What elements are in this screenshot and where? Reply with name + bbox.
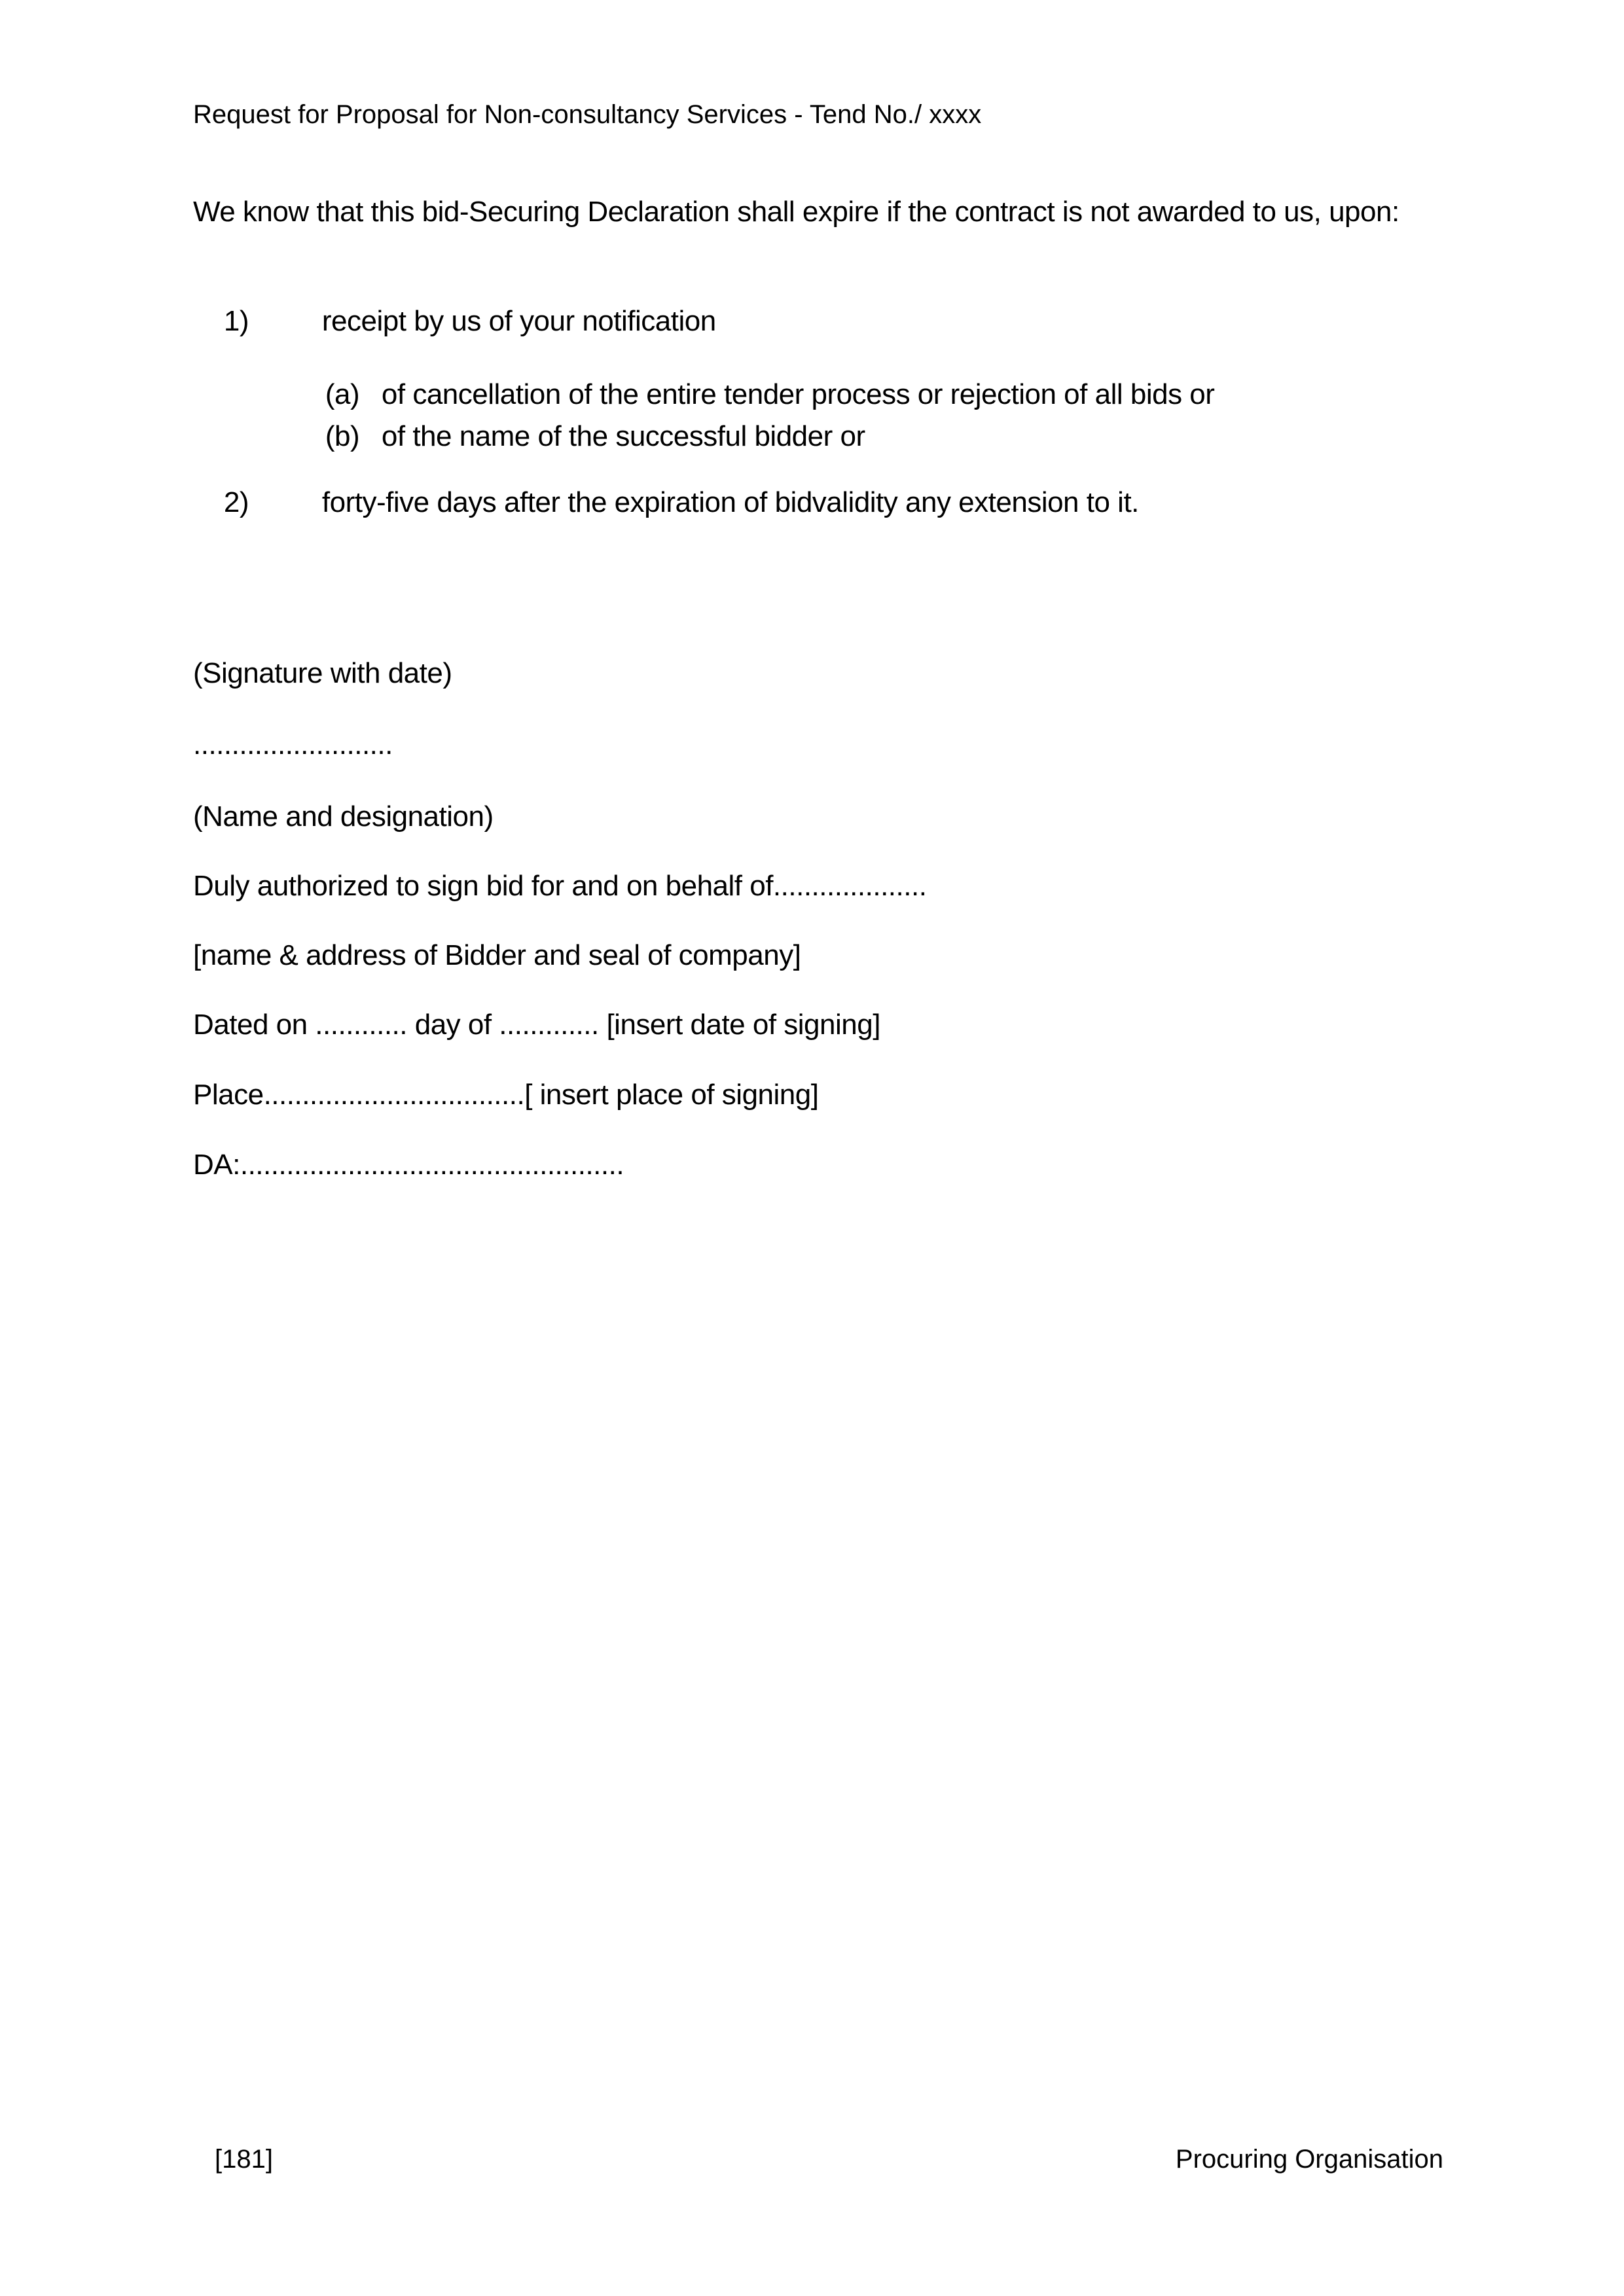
list-text-2: forty-five days after the expiration of bidvalidity any extension to it. [321, 486, 1139, 518]
signature-dotted-line: .......................... [193, 728, 393, 761]
intro-paragraph: We know that this bid-Securing Declaration shall expire if the contract is not awarded to us, upon: [193, 196, 1399, 228]
list-marker-2: 2) [223, 486, 249, 518]
footer-organisation: Procuring Organisation [1175, 2145, 1443, 2174]
list-text-1: receipt by us of your notification [321, 304, 716, 337]
sub-marker-b: (b) [325, 420, 360, 452]
bidder-seal-line: [name & address of Bidder and seal of company] [193, 939, 801, 971]
sub-marker-a: (a) [325, 378, 360, 410]
authorization-line: Duly authorized to sign bid for and on behalf of.................... [193, 870, 927, 902]
dated-line: Dated on ............ day of ............. [insert date of signing] [193, 1009, 880, 1041]
list-marker-1: 1) [223, 304, 249, 337]
signature-label: (Signature with date) [193, 657, 452, 689]
name-designation-label: (Name and designation) [193, 800, 494, 833]
list-item-2 [193, 452, 1139, 554]
sub-text-b: of the name of the successful bidder or [381, 420, 865, 452]
sub-text-a: of cancellation of the entire tender process or rejection of all bids or [381, 378, 1215, 410]
page-header: Request for Proposal for Non-consultancy Services - Tend No./ xxxx [193, 100, 982, 129]
place-line: Place..................................[ insert place of signing] [193, 1079, 819, 1111]
da-line: DA:.................................................. [193, 1149, 624, 1181]
footer-page-number: [181] [215, 2145, 273, 2174]
